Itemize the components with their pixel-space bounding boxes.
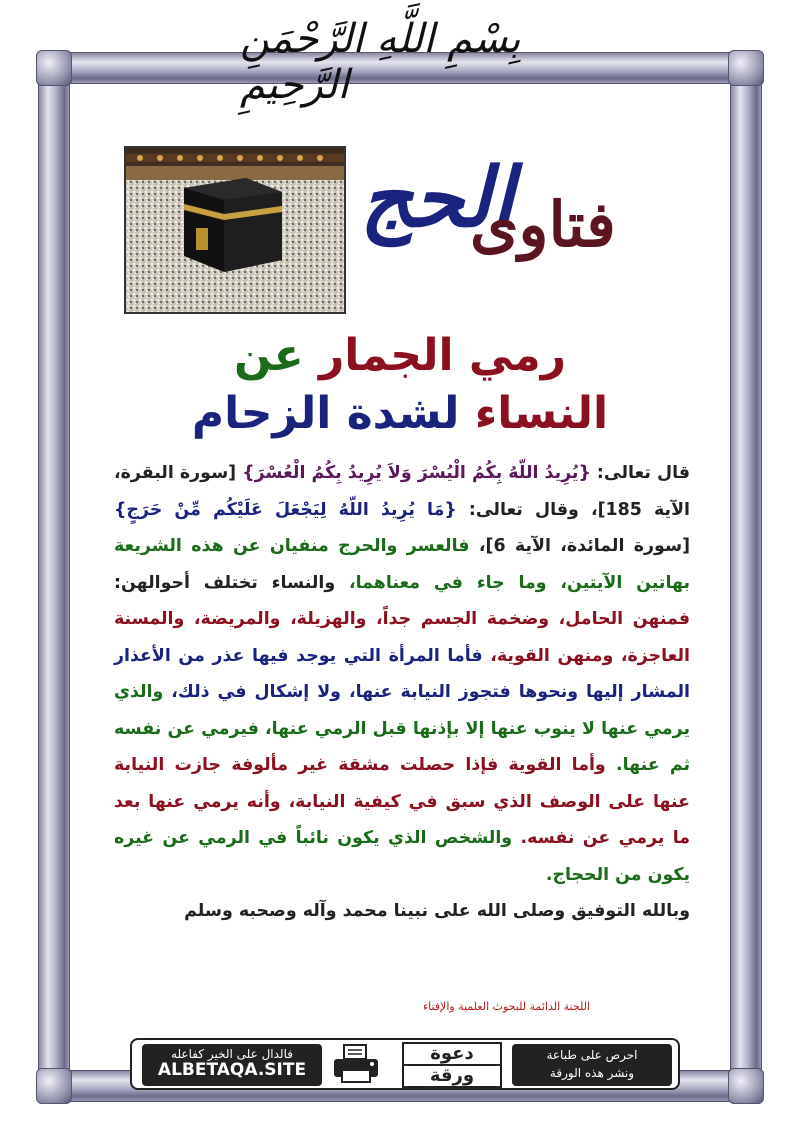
- footer-motto: فالدال على الخير كفاعله: [171, 1047, 293, 1061]
- footer-print-box: [512, 1044, 672, 1086]
- footer-site-link[interactable]: ALBETAQA.SITE: [157, 1060, 307, 1080]
- kaaba-photo: [124, 146, 346, 314]
- title-fatawa: فتاوى: [470, 188, 616, 261]
- frame-corner-tr: [728, 50, 764, 86]
- verse-2: {مَا يُرِيدُ اللّهُ لِيَجْعَلَ عَلَيْكُم مِّنْ حَرَجٍ}: [114, 499, 457, 520]
- footer-logo-line1: دعوة: [402, 1042, 502, 1064]
- women-conditions: فمنهن الحامل، وضخمة الجسم جداً، والهزيلة، والمريضة، والمسنة العاجزة، ومنهن القوية،: [114, 609, 690, 666]
- frame-corner-br: [728, 1068, 764, 1104]
- ruling-permission: والذي يرمي عنها لا ينوب عنها إلا بإذنها قبل الرمي عنها، فيرمي عن نفسه ثم عنها.: [114, 682, 690, 775]
- ruling-deputy: والشخص الذي يكون نائباً في الرمي عن غيره يكون من الحجاج.: [114, 828, 690, 885]
- printer-icon: [332, 1044, 380, 1088]
- frame-left-bar: [38, 52, 70, 1104]
- title-hajj: الحج: [360, 150, 514, 246]
- footer-banner: [130, 1038, 680, 1090]
- kaaba-photo-illustration: [126, 148, 344, 312]
- basmala-calligraphy: بِسْمِ اللَّهِ الرَّحْمَنِ الرَّحِيمِ: [240, 16, 521, 108]
- frame-corner-bl: [36, 1068, 72, 1104]
- subtitle-line1: [150, 330, 650, 381]
- verse-intro-1: قال تعالى:: [590, 463, 690, 483]
- subtitle-ramy: رمي الجمار: [318, 330, 567, 381]
- footer-print-line2: ونشر هذه الورقة: [549, 1066, 635, 1080]
- paragraph-verses: [114, 455, 690, 893]
- footer-site-box: [142, 1044, 322, 1086]
- subtitle-line2: [150, 388, 650, 439]
- frame-corner-tl: [36, 50, 72, 86]
- verse-1: {يُرِيدُ اللّهُ بِكُمُ الْيُسْرَ وَلاَ يُرِيدُ بِكُمُ الْعُسْرَ}: [242, 463, 591, 483]
- footer-print-line1: احرص على طباعة: [546, 1048, 638, 1062]
- verse-commentary: فالعسر والحرج منفيان عن هذه الشريعة بهاتين الآيتين، وما جاء في معناهما،: [114, 536, 690, 593]
- subtitle-zoham: لشدة الزحام: [191, 388, 460, 439]
- fatwa-body: [114, 455, 690, 930]
- ruling-strong: وأما القوية فإذا حصلت مشقة غير مألوفة جازت النيابة عنها على الوصف الذي سبق في كيفية النيابة، وأنه يرمي عنها بعد ما يرمي عن نفسه.: [114, 755, 690, 848]
- ruling-excused: فأما المرأة التي يوجد فيها عذر من الأعذار المشار إليها ونحوها فتجوز النيابة عنها، ولا إشكال في ذلك،: [114, 645, 690, 702]
- closing-line: وبالله التوفيق وصلى الله على نبينا محمد وآله وصحبه وسلم: [184, 901, 690, 921]
- frame-right-bar: [730, 52, 762, 1104]
- women-conditions-intro: والنساء تختلف أحوالهن:: [114, 572, 336, 593]
- footer-logo: [402, 1042, 502, 1086]
- verse-ref-2: [سورة المائدة، الآية 6]،: [469, 536, 691, 556]
- verse-ref-1: [سورة البقرة، الآية 185]، وقال تعالى:: [114, 463, 690, 520]
- subtitle-nisa: النساء: [474, 388, 609, 439]
- subtitle-an: عن: [233, 330, 304, 381]
- credit-committee: اللجنة الدائمة للبحوث العلمية والإفتاء: [422, 1000, 590, 1013]
- footer-logo-line2: ورقة: [402, 1064, 502, 1088]
